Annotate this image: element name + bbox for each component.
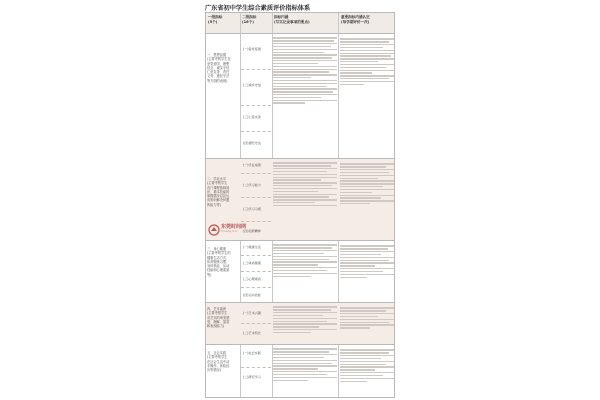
site-watermark (208, 221, 252, 235)
watermark-text: 东莞时间网 (221, 224, 247, 230)
level2-label: (二)诚实守信 (243, 83, 261, 87)
level2-label: (一)学业成绩 (243, 163, 261, 167)
notes-text-block (340, 306, 394, 330)
level1-label: 一、思想品德 (主要考察学生在 爱党爱国、理想 信念、诚实守信、 仁爱友善、责任 义务、遵纪守法 等方面的表现) (207, 53, 233, 83)
row-divider (241, 271, 271, 272)
level1-label: 五、社会实践 (主要考察学生 在社会生活中动 手操作、体验经 历等情况) (207, 351, 230, 373)
content-text-block (273, 243, 337, 278)
watermark-subtext: timedg.com (221, 229, 238, 233)
row-divider (241, 323, 271, 324)
header-level2: 二级指标 (16个) (242, 15, 257, 24)
notes-text-block (340, 162, 394, 206)
row-divider (241, 173, 271, 174)
content-text-block (273, 347, 337, 382)
watermark-logo-icon (208, 224, 220, 236)
row-divider (241, 69, 271, 70)
level2-label: (三)学习习惯 (243, 207, 261, 211)
level2-label: (四)遵纪守法 (243, 141, 261, 145)
row-divider (241, 367, 271, 368)
level2-label: (二)体质健康 (243, 261, 261, 265)
row-divider (241, 105, 271, 106)
notes-text-block (340, 37, 394, 87)
row-divider (241, 197, 271, 198)
level2-label: (二)学习能力 (243, 183, 261, 187)
level2-label: (一)健康生活 (243, 245, 261, 249)
level2-label: (二)艺术特长 (243, 331, 261, 335)
notes-text-block (340, 244, 394, 279)
level2-label: (四)运动技能 (243, 293, 261, 297)
header-level1: 一级指标 (5个) (208, 15, 223, 24)
notes-text-block (340, 348, 394, 383)
row-divider (241, 287, 271, 288)
header-content: 指标内涵 (写实记录事项的要点) (274, 15, 310, 24)
level1-label: 三、身心健康 (主要考察学生的 健康生活方式、 体育锻炼习惯、 身体机能、运动 技能和心理素质 等) (207, 247, 231, 277)
content-text-block (273, 36, 337, 105)
content-text-block (273, 305, 337, 335)
row-divider (241, 255, 271, 256)
level2-label: (一)社会实践 (243, 351, 261, 355)
row-divider (241, 131, 271, 132)
level2-label: (四)创新精神 (243, 229, 261, 233)
content-text-block (273, 161, 337, 208)
section-practice (206, 345, 394, 398)
level2-label: (一)艺术兴趣 (243, 311, 261, 315)
level2-label: (三)仁爱友善 (243, 115, 261, 119)
section-arts (206, 303, 394, 345)
level1-label: 二、学业水平 (主要考察学生 各门课程基础知 识、基本技能的 掌握情况以及运 用知识解决问题 的能力等) (207, 177, 230, 207)
level2-label: (一)爱党爱国 (243, 47, 261, 51)
evaluation-table (205, 12, 395, 398)
level2-label: (三)心理素质 (243, 277, 261, 281)
table-header (206, 13, 394, 34)
level2-label: (二)研究学习 (243, 375, 261, 379)
document-title: 广东省初中学生综合素质评价指标体系 (205, 5, 311, 12)
header-notes: 重要指标内涵认定 (每学期评价一次) (341, 15, 370, 24)
level1-label: 四、艺术素养 (主要考察学生 对艺术的审美感 受、理解、鉴赏 和表现能力) (207, 307, 230, 329)
document-page (205, 0, 395, 400)
section-health (206, 241, 394, 303)
section-moral (206, 33, 394, 159)
